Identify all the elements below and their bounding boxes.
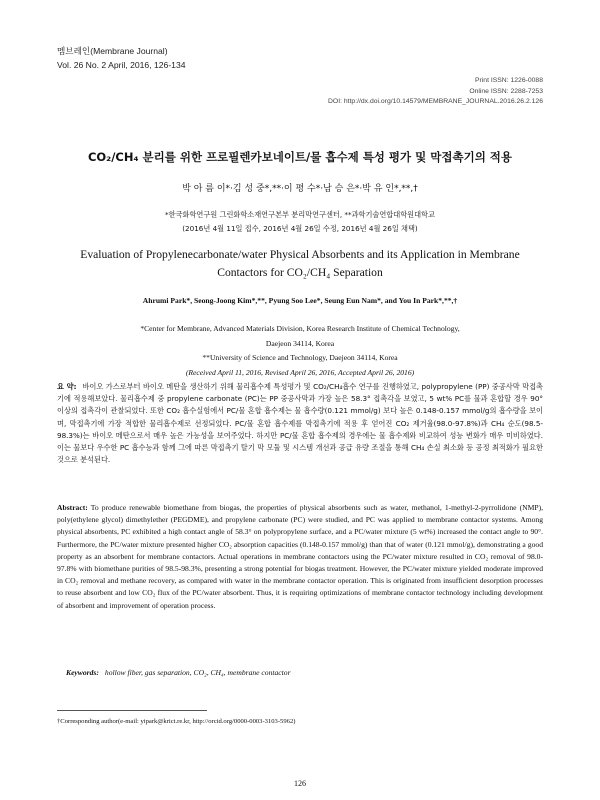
online-issn: Online ISSN: 2288-7253: [469, 87, 543, 95]
journal-issue: Vol. 26 No. 2 April, 2016, 126-134: [57, 60, 186, 70]
print-issn: Print ISSN: 1226-0088: [474, 77, 543, 84]
abstract-korean-label: 요 약:: [57, 382, 77, 391]
footnote-divider: [57, 710, 207, 711]
keywords: [66, 668, 291, 677]
keywords-label: Keywords:: [66, 668, 99, 677]
abstract-korean: [57, 381, 543, 466]
affiliation-korean-line: *한국화학연구원 그린화학소재연구본부 분리막연구센터, **과학기술연합대학원대학교: [165, 210, 435, 219]
affiliation-english-line3: **University of Science and Technology, Daejeon 34114, Korea: [202, 353, 398, 362]
title-english-line1: Evaluation of Propylenecarbonate/water Physical Absorbents and its Application in Membrane: [80, 248, 520, 261]
title-korean: CO₂/CH₄ 분리를 위한 프로필렌카보네이트/물 흡수제 특성 평가 및 막접촉기의 적용: [87, 150, 513, 164]
journal-name: 멤브레인(Membrane Journal): [57, 46, 168, 56]
affiliation-korean: [0, 208, 600, 236]
abstract-english-label: Abstract:: [57, 503, 88, 512]
authors-english: Ahrumi Park*, Seong-Joong Kim*,**, Pyung Soo Lee*, Seung Eun Nam*, and You In Park*,**,†: [142, 296, 458, 305]
issn-block: [328, 76, 543, 108]
affiliation-english: [0, 322, 600, 380]
page-number: 126: [294, 779, 306, 788]
title-english-line2: Contactors for CO₂/CH₄ Separation: [217, 265, 383, 279]
dates-korean: (2016년 4월 11일 접수, 2016년 4월 26일 수정, 2016년 4월 26일 채택): [182, 224, 418, 233]
affiliation-english-line1: *Center for Membrane, Advanced Materials Division, Korea Research Institute of Chemical Technology,: [140, 324, 460, 333]
journal-header: [57, 44, 186, 72]
abstract-english: [57, 502, 543, 612]
abstract-korean-text: 바이오 가스로부터 바이오 메탄을 생산하기 위해 물리흡수제 특성평가 및 CO₂/CH₄흡수 연구를 진행하였고, polypropylene (PP) 중공사막 막접촉기에 적용해보았다. 물리흡수제 중 propylene carbonate (PC)는 PP 중공사막과 가장 높은 58.3° 접촉각을 보였고, 5 wt% PC를 물과 혼합할 경우 90° 이상의 접촉각이 관찰되었다. 또한 CO₂ 흡수실험에서 PC/물 혼합 흡수제는 물 흡수량(0.121 mmol/g) 보다 높은 0.148-0.157 mmol/g의 흡수량을 보이며, 막접촉기에 가장 적합한 물리흡수제로 선정되었다. PC/물 혼합 흡수제를 막접촉기에 적용 후 얻어진 CO₂ 제거율(98.0-97.8%)과 CH₄ 순도(98.5-98.3%)는 바이오 메탄으로서 매우 높은 가능성을 보여주었다. 하지만 PC/물 혼합 흡수제의 경우에는 물 흡수제와 비교하여 성능 변화가 매우 미비하였다. 이는 물보다 우수한 PC 흡수능과 함께 그에 따른 막접촉기 탈기 막 모듈 및 시스템 개선과 공급 유량 조절을 통해 CH₄ 손실 최소화 등 공정 최적화가 필요한 것으로 분석된다.: [57, 382, 543, 465]
authors-korean: 박 아 름 이*·김 성 중*,**·이 평 수*·남 승 은*·박 유 인*,**,†: [182, 184, 418, 194]
keywords-text: hollow fiber, gas separation, CO₂, CH₄, membrane contactor: [104, 668, 291, 677]
abstract-english-text: To produce renewable biomethane from biogas, the properties of physical absorbents such as water, methanol, 1-methyl-2-pyrrolidone (NMP), poly(ethylene glycol) dimethylether (PEGDME), and propylene carbonate (PC) were studied, and PC was applied to membrane contactor systems. Among physical absorbents, PC exhibited a high contact angle of 58.3° on polypropylene surface, and a PC/water mixture (5 wt%) increased the contact angle to 90°. Furthermore, the PC/water mixture presented higher CO₂ absorption capacities (0.148-0.157 mmol/g) than that of water (0.121 mmol/g), demonstrating a good property as an absorbent for membrane contactors. Actual operations in membrane contactors using the PC/water mixture resulted in CO₂ removal of 98.0-97.8% with biomethane purities of 98.5-98.3%, presenting a strong potential for biogas treatment. However, the PC/water mixture yielded moderate improved in CO₂ removal and methane recovery, as compared with water in the membrane contactor operation. This is originated from insufficient desorption processes to reuse absorbent and low CO₂ flux of the PC/water absorbent. Thus, it is requiring optimizations of membrane contactor technology including development of absorbent and improvement of operation process.: [57, 503, 543, 610]
received-dates: (Received April 11, 2016, Revised April 26, 2016, Accepted April 26, 2016): [185, 367, 415, 377]
footnote: †Corresponding author(e-mail: yipark@krict.re.kr, http://orcid.org/0000-0003-3103-5962): [57, 718, 296, 725]
title-english: [55, 246, 545, 281]
doi-link[interactable]: DOI: http://dx.doi.org/10.14579/MEMBRANE_JOURNAL.2016.26.2.126: [328, 98, 543, 105]
affiliation-english-line2: Daejeon 34114, Korea: [265, 338, 335, 348]
